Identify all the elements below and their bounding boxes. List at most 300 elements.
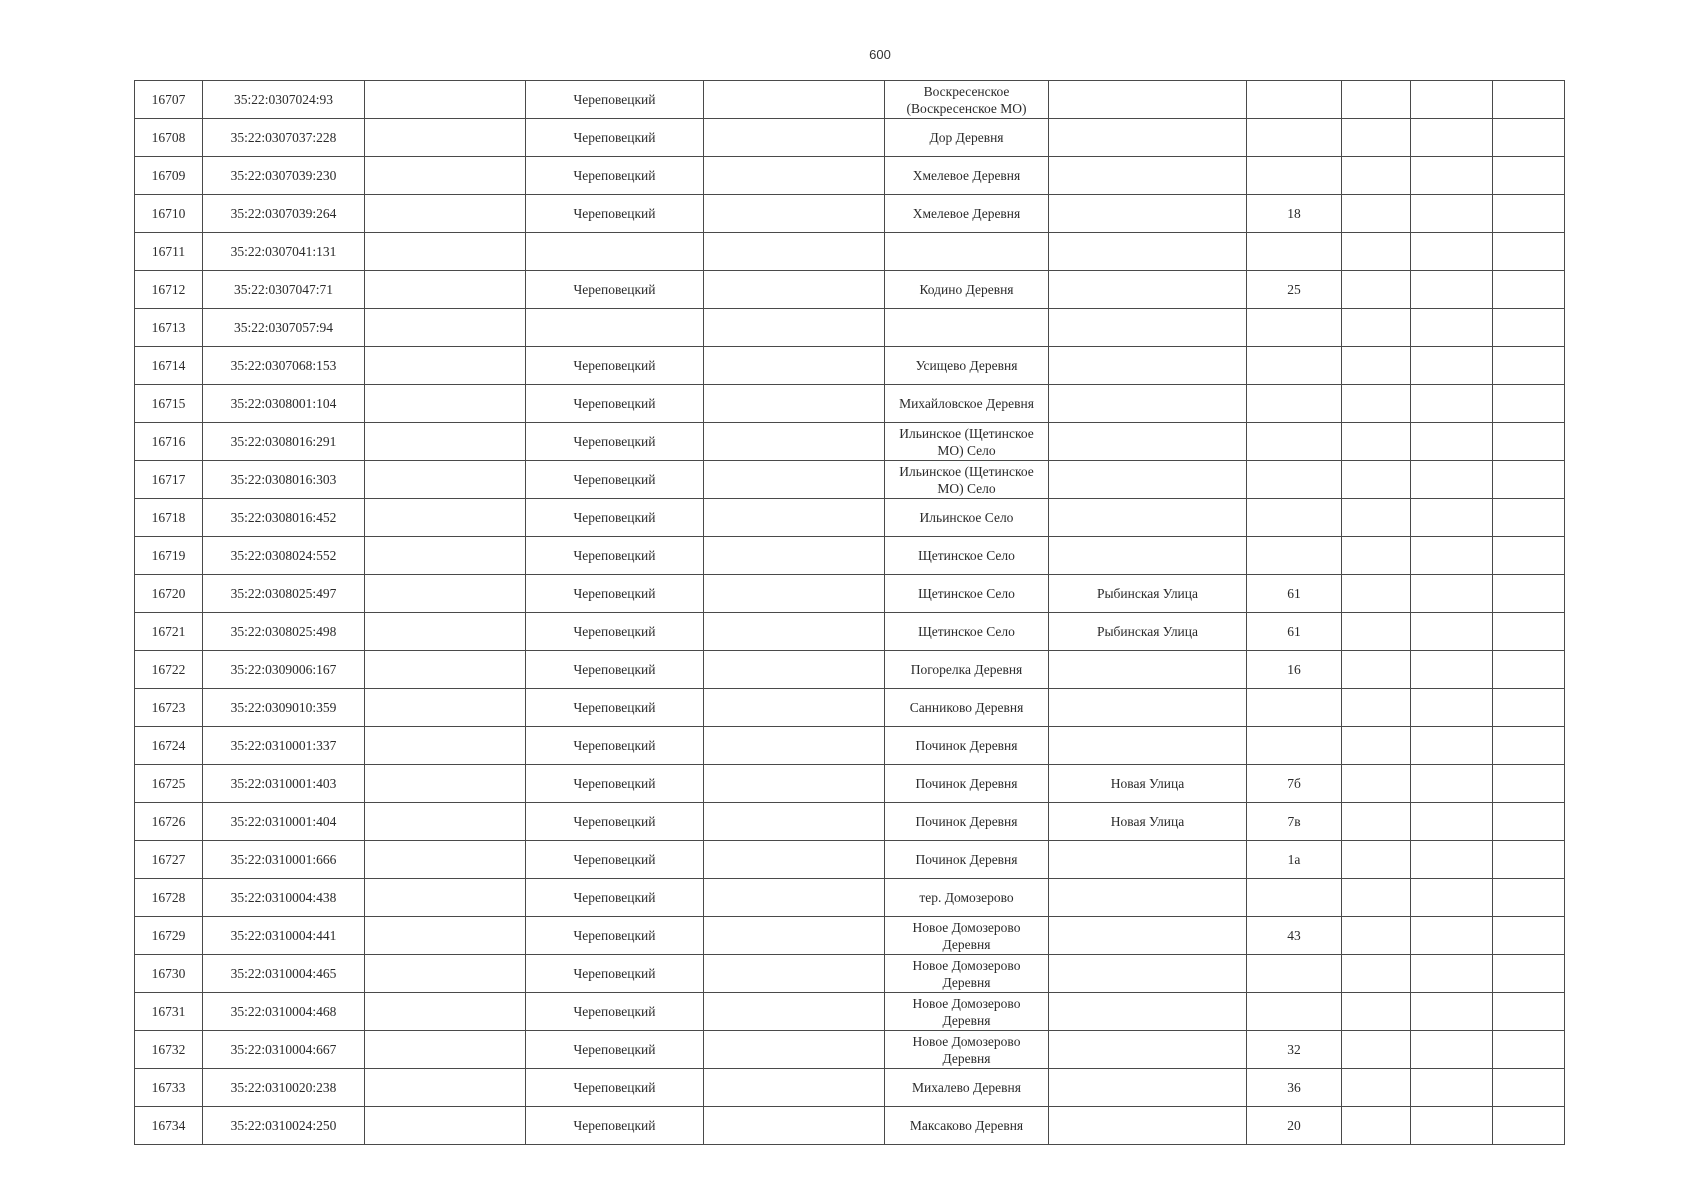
empty-cell: [365, 347, 526, 385]
table-row: [135, 423, 1565, 461]
row-number-cell: 16723: [135, 689, 203, 727]
locality-cell: Починок Деревня: [885, 765, 1049, 803]
empty-cell: [1411, 651, 1493, 689]
house-number-cell: [1247, 81, 1342, 119]
empty-cell: [1411, 347, 1493, 385]
cadastral-number-cell: 35:22:0310004:468: [203, 993, 365, 1031]
street-cell: [1049, 271, 1247, 309]
empty-cell: [1411, 81, 1493, 119]
empty-cell: [1342, 841, 1411, 879]
row-number-cell: 16709: [135, 157, 203, 195]
street-cell: [1049, 537, 1247, 575]
page-number: 600: [869, 47, 891, 62]
cadastral-number-cell: 35:22:0310020:238: [203, 1069, 365, 1107]
empty-cell: [365, 423, 526, 461]
empty-cell: [365, 841, 526, 879]
empty-cell: [365, 613, 526, 651]
district-cell: Череповецкий: [526, 157, 704, 195]
empty-cell: [365, 1107, 526, 1145]
house-number-cell: 43: [1247, 917, 1342, 955]
table-row: [135, 765, 1565, 803]
row-number-cell: 16722: [135, 651, 203, 689]
district-cell: Череповецкий: [526, 651, 704, 689]
empty-cell: [1411, 309, 1493, 347]
district-cell: Череповецкий: [526, 765, 704, 803]
street-cell: Новая Улица: [1049, 765, 1247, 803]
house-number-cell: [1247, 955, 1342, 993]
street-cell: [1049, 309, 1247, 347]
empty-cell: [1342, 385, 1411, 423]
empty-cell: [365, 689, 526, 727]
street-cell: [1049, 385, 1247, 423]
district-cell: Череповецкий: [526, 271, 704, 309]
district-cell: Череповецкий: [526, 1107, 704, 1145]
table-row: [135, 385, 1565, 423]
cadastral-number-cell: 35:22:0307041:131: [203, 233, 365, 271]
house-number-cell: 7б: [1247, 765, 1342, 803]
row-number-cell: 16711: [135, 233, 203, 271]
house-number-cell: [1247, 423, 1342, 461]
empty-cell: [1342, 575, 1411, 613]
empty-cell: [1493, 423, 1565, 461]
empty-cell: [1342, 537, 1411, 575]
empty-cell: [365, 271, 526, 309]
empty-cell: [365, 195, 526, 233]
cadastral-number-cell: 35:22:0309010:359: [203, 689, 365, 727]
row-number-cell: 16707: [135, 81, 203, 119]
empty-cell: [704, 727, 885, 765]
empty-cell: [1493, 575, 1565, 613]
cadastral-number-cell: 35:22:0310001:404: [203, 803, 365, 841]
empty-cell: [1342, 879, 1411, 917]
locality-cell: [885, 309, 1049, 347]
empty-cell: [704, 157, 885, 195]
empty-cell: [1493, 347, 1565, 385]
empty-cell: [704, 1069, 885, 1107]
district-cell: Череповецкий: [526, 917, 704, 955]
empty-cell: [704, 575, 885, 613]
cadastral-number-cell: 35:22:0308024:552: [203, 537, 365, 575]
house-number-cell: [1247, 537, 1342, 575]
empty-cell: [1493, 955, 1565, 993]
street-cell: [1049, 1069, 1247, 1107]
street-cell: [1049, 841, 1247, 879]
empty-cell: [704, 841, 885, 879]
empty-cell: [1411, 1031, 1493, 1069]
empty-cell: [365, 1031, 526, 1069]
cadastral-number-cell: 35:22:0308001:104: [203, 385, 365, 423]
empty-cell: [1411, 727, 1493, 765]
empty-cell: [365, 575, 526, 613]
district-cell: Череповецкий: [526, 689, 704, 727]
locality-cell: Хмелевое Деревня: [885, 157, 1049, 195]
cadastral-number-cell: 35:22:0310004:667: [203, 1031, 365, 1069]
house-number-cell: [1247, 385, 1342, 423]
street-cell: [1049, 727, 1247, 765]
row-number-cell: 16713: [135, 309, 203, 347]
row-number-cell: 16712: [135, 271, 203, 309]
table-row: [135, 613, 1565, 651]
empty-cell: [365, 727, 526, 765]
table-row: [135, 195, 1565, 233]
table-row: [135, 879, 1565, 917]
row-number-cell: 16732: [135, 1031, 203, 1069]
cadastral-number-cell: 35:22:0310001:666: [203, 841, 365, 879]
locality-cell: Щетинское Село: [885, 613, 1049, 651]
cadastral-number-cell: 35:22:0308025:497: [203, 575, 365, 613]
street-cell: [1049, 917, 1247, 955]
empty-cell: [1342, 119, 1411, 157]
row-number-cell: 16708: [135, 119, 203, 157]
house-number-cell: [1247, 347, 1342, 385]
empty-cell: [1493, 1069, 1565, 1107]
row-number-cell: 16714: [135, 347, 203, 385]
empty-cell: [1411, 613, 1493, 651]
locality-cell: Новое Домозерово Деревня: [885, 1031, 1049, 1069]
house-number-cell: 25: [1247, 271, 1342, 309]
house-number-cell: [1247, 879, 1342, 917]
locality-cell: Санниково Деревня: [885, 689, 1049, 727]
empty-cell: [1411, 499, 1493, 537]
empty-cell: [1493, 81, 1565, 119]
cadastral-number-cell: 35:22:0308016:452: [203, 499, 365, 537]
empty-cell: [365, 955, 526, 993]
empty-cell: [365, 81, 526, 119]
empty-cell: [704, 499, 885, 537]
table-row: [135, 271, 1565, 309]
empty-cell: [1493, 727, 1565, 765]
table-row: [135, 461, 1565, 499]
table-row: [135, 309, 1565, 347]
empty-cell: [1493, 879, 1565, 917]
empty-cell: [1342, 727, 1411, 765]
empty-cell: [365, 651, 526, 689]
cadastral-number-cell: 35:22:0310004:465: [203, 955, 365, 993]
district-cell: Череповецкий: [526, 537, 704, 575]
district-cell: Череповецкий: [526, 993, 704, 1031]
cadastral-number-cell: 35:22:0310001:337: [203, 727, 365, 765]
cadastral-number-cell: 35:22:0307039:264: [203, 195, 365, 233]
empty-cell: [704, 271, 885, 309]
empty-cell: [1493, 993, 1565, 1031]
empty-cell: [1493, 537, 1565, 575]
house-number-cell: [1247, 233, 1342, 271]
district-cell: Череповецкий: [526, 1069, 704, 1107]
row-number-cell: 16730: [135, 955, 203, 993]
empty-cell: [1493, 841, 1565, 879]
table-row: [135, 727, 1565, 765]
empty-cell: [1493, 613, 1565, 651]
empty-cell: [1493, 385, 1565, 423]
locality-cell: Максаково Деревня: [885, 1107, 1049, 1145]
empty-cell: [704, 1031, 885, 1069]
cadastral-number-cell: 35:22:0307039:230: [203, 157, 365, 195]
locality-cell: Новое Домозерово Деревня: [885, 955, 1049, 993]
district-cell: Череповецкий: [526, 81, 704, 119]
district-cell: Череповецкий: [526, 727, 704, 765]
empty-cell: [1411, 385, 1493, 423]
locality-cell: Погорелка Деревня: [885, 651, 1049, 689]
row-number-cell: 16727: [135, 841, 203, 879]
registry-table: [134, 80, 1565, 1145]
cadastral-number-cell: 35:22:0307037:228: [203, 119, 365, 157]
house-number-cell: [1247, 309, 1342, 347]
empty-cell: [704, 765, 885, 803]
empty-cell: [704, 195, 885, 233]
house-number-cell: 32: [1247, 1031, 1342, 1069]
district-cell: Череповецкий: [526, 879, 704, 917]
cadastral-number-cell: 35:22:0310004:438: [203, 879, 365, 917]
empty-cell: [1342, 347, 1411, 385]
empty-cell: [365, 879, 526, 917]
street-cell: [1049, 499, 1247, 537]
empty-cell: [704, 119, 885, 157]
empty-cell: [704, 955, 885, 993]
empty-cell: [1493, 765, 1565, 803]
street-cell: [1049, 195, 1247, 233]
locality-cell: Новое Домозерово Деревня: [885, 993, 1049, 1031]
row-number-cell: 16720: [135, 575, 203, 613]
locality-cell: Дор Деревня: [885, 119, 1049, 157]
district-cell: Череповецкий: [526, 613, 704, 651]
house-number-cell: 20: [1247, 1107, 1342, 1145]
empty-cell: [1411, 1107, 1493, 1145]
street-cell: [1049, 423, 1247, 461]
empty-cell: [365, 157, 526, 195]
row-number-cell: 16733: [135, 1069, 203, 1107]
cadastral-number-cell: 35:22:0308025:498: [203, 613, 365, 651]
locality-cell: [885, 233, 1049, 271]
empty-cell: [365, 461, 526, 499]
row-number-cell: 16731: [135, 993, 203, 1031]
empty-cell: [704, 879, 885, 917]
house-number-cell: [1247, 993, 1342, 1031]
table-row: [135, 651, 1565, 689]
row-number-cell: 16715: [135, 385, 203, 423]
empty-cell: [365, 993, 526, 1031]
locality-cell: Ильинское Село: [885, 499, 1049, 537]
house-number-cell: 36: [1247, 1069, 1342, 1107]
street-cell: [1049, 651, 1247, 689]
empty-cell: [1342, 81, 1411, 119]
table-row: [135, 841, 1565, 879]
locality-cell: Починок Деревня: [885, 727, 1049, 765]
row-number-cell: 16721: [135, 613, 203, 651]
table-row: [135, 81, 1565, 119]
empty-cell: [704, 233, 885, 271]
empty-cell: [1493, 651, 1565, 689]
empty-cell: [1493, 499, 1565, 537]
cadastral-number-cell: 35:22:0310004:441: [203, 917, 365, 955]
empty-cell: [365, 1069, 526, 1107]
empty-cell: [1493, 157, 1565, 195]
empty-cell: [1493, 461, 1565, 499]
table-row: [135, 347, 1565, 385]
table-row: [135, 157, 1565, 195]
registry-table-body: [135, 81, 1565, 1145]
table-row: [135, 917, 1565, 955]
empty-cell: [1342, 271, 1411, 309]
house-number-cell: 7в: [1247, 803, 1342, 841]
empty-cell: [1342, 1031, 1411, 1069]
empty-cell: [704, 689, 885, 727]
cadastral-number-cell: 35:22:0308016:303: [203, 461, 365, 499]
district-cell: [526, 233, 704, 271]
cadastral-number-cell: 35:22:0307024:93: [203, 81, 365, 119]
empty-cell: [365, 119, 526, 157]
empty-cell: [1342, 423, 1411, 461]
empty-cell: [1342, 309, 1411, 347]
empty-cell: [704, 651, 885, 689]
table-row: [135, 803, 1565, 841]
district-cell: Череповецкий: [526, 347, 704, 385]
table-row: [135, 575, 1565, 613]
district-cell: Череповецкий: [526, 499, 704, 537]
empty-cell: [1342, 195, 1411, 233]
cadastral-number-cell: 35:22:0310024:250: [203, 1107, 365, 1145]
locality-cell: Ильинское (Щетинское МО) Село: [885, 461, 1049, 499]
empty-cell: [1342, 1107, 1411, 1145]
row-number-cell: 16716: [135, 423, 203, 461]
empty-cell: [365, 803, 526, 841]
district-cell: Череповецкий: [526, 195, 704, 233]
house-number-cell: [1247, 157, 1342, 195]
district-cell: Череповецкий: [526, 575, 704, 613]
empty-cell: [1342, 157, 1411, 195]
cadastral-number-cell: 35:22:0307047:71: [203, 271, 365, 309]
empty-cell: [704, 461, 885, 499]
house-number-cell: [1247, 499, 1342, 537]
cadastral-number-cell: 35:22:0307068:153: [203, 347, 365, 385]
empty-cell: [1342, 499, 1411, 537]
table-row: [135, 233, 1565, 271]
empty-cell: [704, 917, 885, 955]
district-cell: Череповецкий: [526, 385, 704, 423]
empty-cell: [1411, 917, 1493, 955]
district-cell: [526, 309, 704, 347]
empty-cell: [1493, 917, 1565, 955]
empty-cell: [1411, 461, 1493, 499]
empty-cell: [1342, 461, 1411, 499]
empty-cell: [1411, 233, 1493, 271]
row-number-cell: 16710: [135, 195, 203, 233]
empty-cell: [1493, 309, 1565, 347]
locality-cell: Михайловское Деревня: [885, 385, 1049, 423]
empty-cell: [1342, 1069, 1411, 1107]
street-cell: [1049, 955, 1247, 993]
street-cell: [1049, 993, 1247, 1031]
cadastral-number-cell: 35:22:0309006:167: [203, 651, 365, 689]
locality-cell: Кодино Деревня: [885, 271, 1049, 309]
empty-cell: [704, 423, 885, 461]
table-row: [135, 1031, 1565, 1069]
empty-cell: [1342, 803, 1411, 841]
cadastral-number-cell: 35:22:0307057:94: [203, 309, 365, 347]
table-row: [135, 955, 1565, 993]
locality-cell: Хмелевое Деревня: [885, 195, 1049, 233]
street-cell: [1049, 461, 1247, 499]
street-cell: Рыбинская Улица: [1049, 613, 1247, 651]
empty-cell: [1411, 195, 1493, 233]
street-cell: [1049, 879, 1247, 917]
empty-cell: [1342, 613, 1411, 651]
empty-cell: [1493, 803, 1565, 841]
empty-cell: [1411, 803, 1493, 841]
empty-cell: [1411, 575, 1493, 613]
empty-cell: [704, 81, 885, 119]
street-cell: [1049, 1107, 1247, 1145]
table-row: [135, 993, 1565, 1031]
street-cell: [1049, 347, 1247, 385]
locality-cell: Щетинское Село: [885, 575, 1049, 613]
empty-cell: [1493, 119, 1565, 157]
table-row: [135, 689, 1565, 727]
locality-cell: Щетинское Село: [885, 537, 1049, 575]
district-cell: Череповецкий: [526, 119, 704, 157]
district-cell: Череповецкий: [526, 423, 704, 461]
empty-cell: [1411, 1069, 1493, 1107]
locality-cell: Починок Деревня: [885, 803, 1049, 841]
row-number-cell: 16718: [135, 499, 203, 537]
street-cell: Рыбинская Улица: [1049, 575, 1247, 613]
empty-cell: [1411, 157, 1493, 195]
row-number-cell: 16729: [135, 917, 203, 955]
empty-cell: [1411, 879, 1493, 917]
cadastral-number-cell: 35:22:0310001:403: [203, 765, 365, 803]
empty-cell: [704, 309, 885, 347]
row-number-cell: 16717: [135, 461, 203, 499]
empty-cell: [1411, 993, 1493, 1031]
empty-cell: [1493, 271, 1565, 309]
empty-cell: [1411, 423, 1493, 461]
locality-cell: Усищево Деревня: [885, 347, 1049, 385]
district-cell: Череповецкий: [526, 461, 704, 499]
empty-cell: [1493, 1031, 1565, 1069]
house-number-cell: [1247, 689, 1342, 727]
street-cell: [1049, 1031, 1247, 1069]
empty-cell: [365, 385, 526, 423]
house-number-cell: 18: [1247, 195, 1342, 233]
empty-cell: [1342, 233, 1411, 271]
street-cell: [1049, 119, 1247, 157]
empty-cell: [704, 385, 885, 423]
empty-cell: [1411, 537, 1493, 575]
house-number-cell: 61: [1247, 613, 1342, 651]
house-number-cell: 16: [1247, 651, 1342, 689]
row-number-cell: 16734: [135, 1107, 203, 1145]
district-cell: Череповецкий: [526, 955, 704, 993]
empty-cell: [704, 993, 885, 1031]
house-number-cell: 1а: [1247, 841, 1342, 879]
empty-cell: [1342, 993, 1411, 1031]
locality-cell: Починок Деревня: [885, 841, 1049, 879]
table-row: [135, 537, 1565, 575]
empty-cell: [365, 499, 526, 537]
empty-cell: [1493, 195, 1565, 233]
table-row: [135, 1107, 1565, 1145]
house-number-cell: 61: [1247, 575, 1342, 613]
empty-cell: [1411, 765, 1493, 803]
street-cell: [1049, 233, 1247, 271]
district-cell: Череповецкий: [526, 1031, 704, 1069]
empty-cell: [1411, 955, 1493, 993]
street-cell: Новая Улица: [1049, 803, 1247, 841]
empty-cell: [365, 765, 526, 803]
row-number-cell: 16725: [135, 765, 203, 803]
empty-cell: [1342, 917, 1411, 955]
empty-cell: [704, 347, 885, 385]
empty-cell: [1342, 651, 1411, 689]
